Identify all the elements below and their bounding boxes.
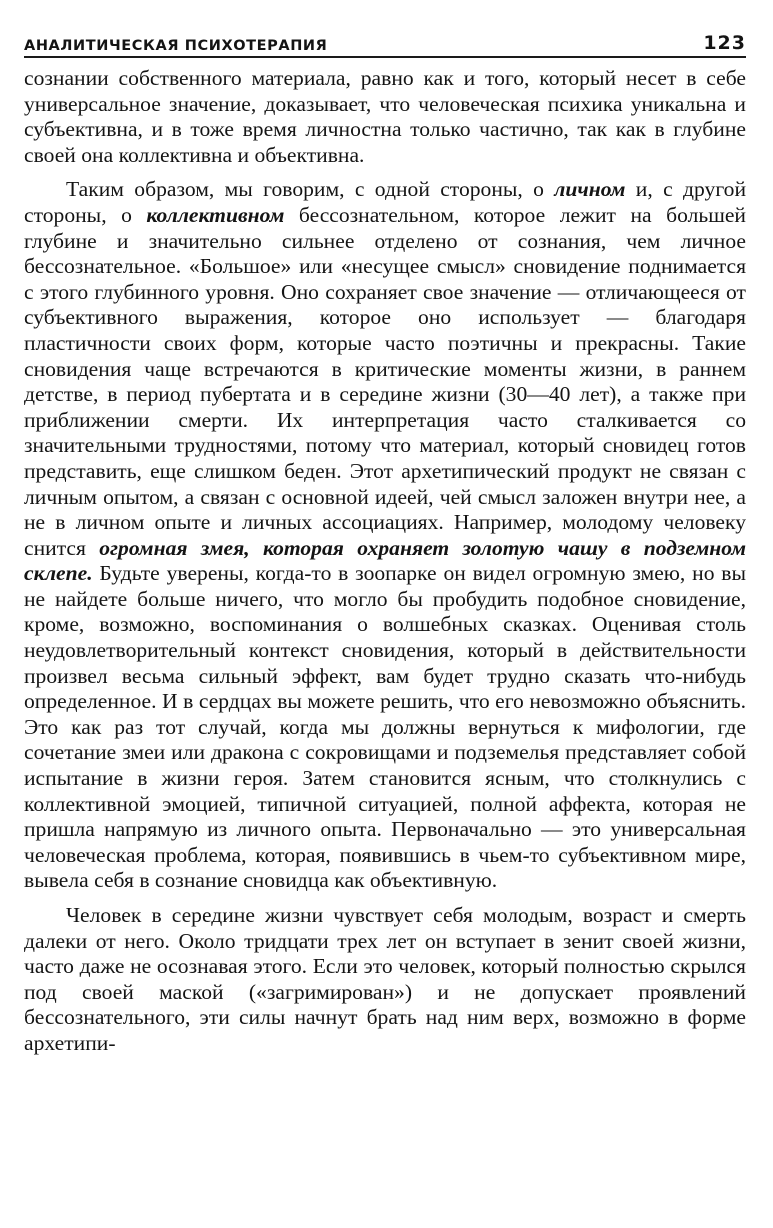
body-text (24, 66, 746, 1057)
emphasis-dream-example: огромная змея, которая охраняет золотую чашу в подземном склепе. (24, 535, 746, 586)
text-span: и, с другой стороны, о (24, 177, 746, 227)
page-number: 123 (703, 32, 746, 54)
paragraph-continuation (24, 66, 746, 168)
text-span: Таким образом, мы говорим, с одной стороны, о (66, 177, 555, 202)
emphasis-collective: коллективном (146, 202, 285, 227)
text-span: Будьте уверены, когда-то в зоопарке он видел огромную змею, но вы не найдете больше ничего, что могло бы пробудить подобное сновидение, кроме, возможно, воспоминания о волшебных сказках. Оценивая столь неудовлетворительный контекст сновидения, который в действительности произвел весьма сильный эффект, вам будет трудно сказать что-нибудь определенное. И в сердцах вы можете решить, что его невозможно объяснить. Это как раз тот случай, когда мы должны вернуться к мифологии, где сочетание змеи или дракона с сокровищами и подземелья представляет собой испытание в жизни героя. Затем становится ясным, что столкнулись с коллективной эмоцией, типичной ситуацией, полной аффекта, которая не пришла напрямую из личного опыта. Первоначально — это универсальная человеческая проблема, которая, появившись в чьем-то субъективном мире, вывела себя в сознание сновидца как объективную. (24, 561, 746, 893)
paragraph-collective-unconscious (24, 177, 746, 894)
running-title: АНАЛИТИЧЕСКАЯ ПСИХОТЕРАПИЯ (24, 38, 328, 54)
text-span: бессознательном, которое лежит на большей глубине и значительно сильнее отделено от сознания, чем личное бессознательное. «Большое» или «несущее смысл» сновидение поднимается с этого глубинного уровня. Оно сохраняет свое значение — отличающееся от субъективного выражения, которое оно использует — благодаря пластичности своих форм, которые часто поэтичны и прекрасны. Такие сновидения чаще встречаются в критические моменты жизни, в раннем детстве, в период пубертата и в середине жизни (30—40 лет), а также при приближении смерти. Их интерпретация часто сталкивается со значительными трудностями, потому что материал, который сновидец готов представить, еще слишком беден. Этот архетипический продукт не связан с личным опытом, а связан с основной идеей, чей смысл заложен внутри нее, а не в личном опыте и личных ассоциациях. Например, молодому человеку снится (24, 202, 746, 560)
emphasis-personal: личном (554, 177, 626, 202)
text-span: Человек в середине жизни чувствует себя молодым, возраст и смерть далеки от него. Около тридцати трех лет он вступает в зенит своей жизни, часто даже не осознавая этого. Если это человек, который полностью скрылся под своей маской («загримирован») и не допускает проявлений бессознательного, эти силы начнут брать над ним верх, возможно в форме архетипи- (24, 903, 746, 1055)
text-span: сознании собственного материала, равно как и того, который несет в себе универсальное значение, доказывает, что человеческая психика уникальна и субъективна, и в тоже время личностна только частично, так как в глубине своей она коллективна и объективна. (24, 66, 746, 167)
book-page (24, 28, 746, 1220)
running-header (24, 28, 746, 58)
paragraph-midlife (24, 903, 746, 1057)
